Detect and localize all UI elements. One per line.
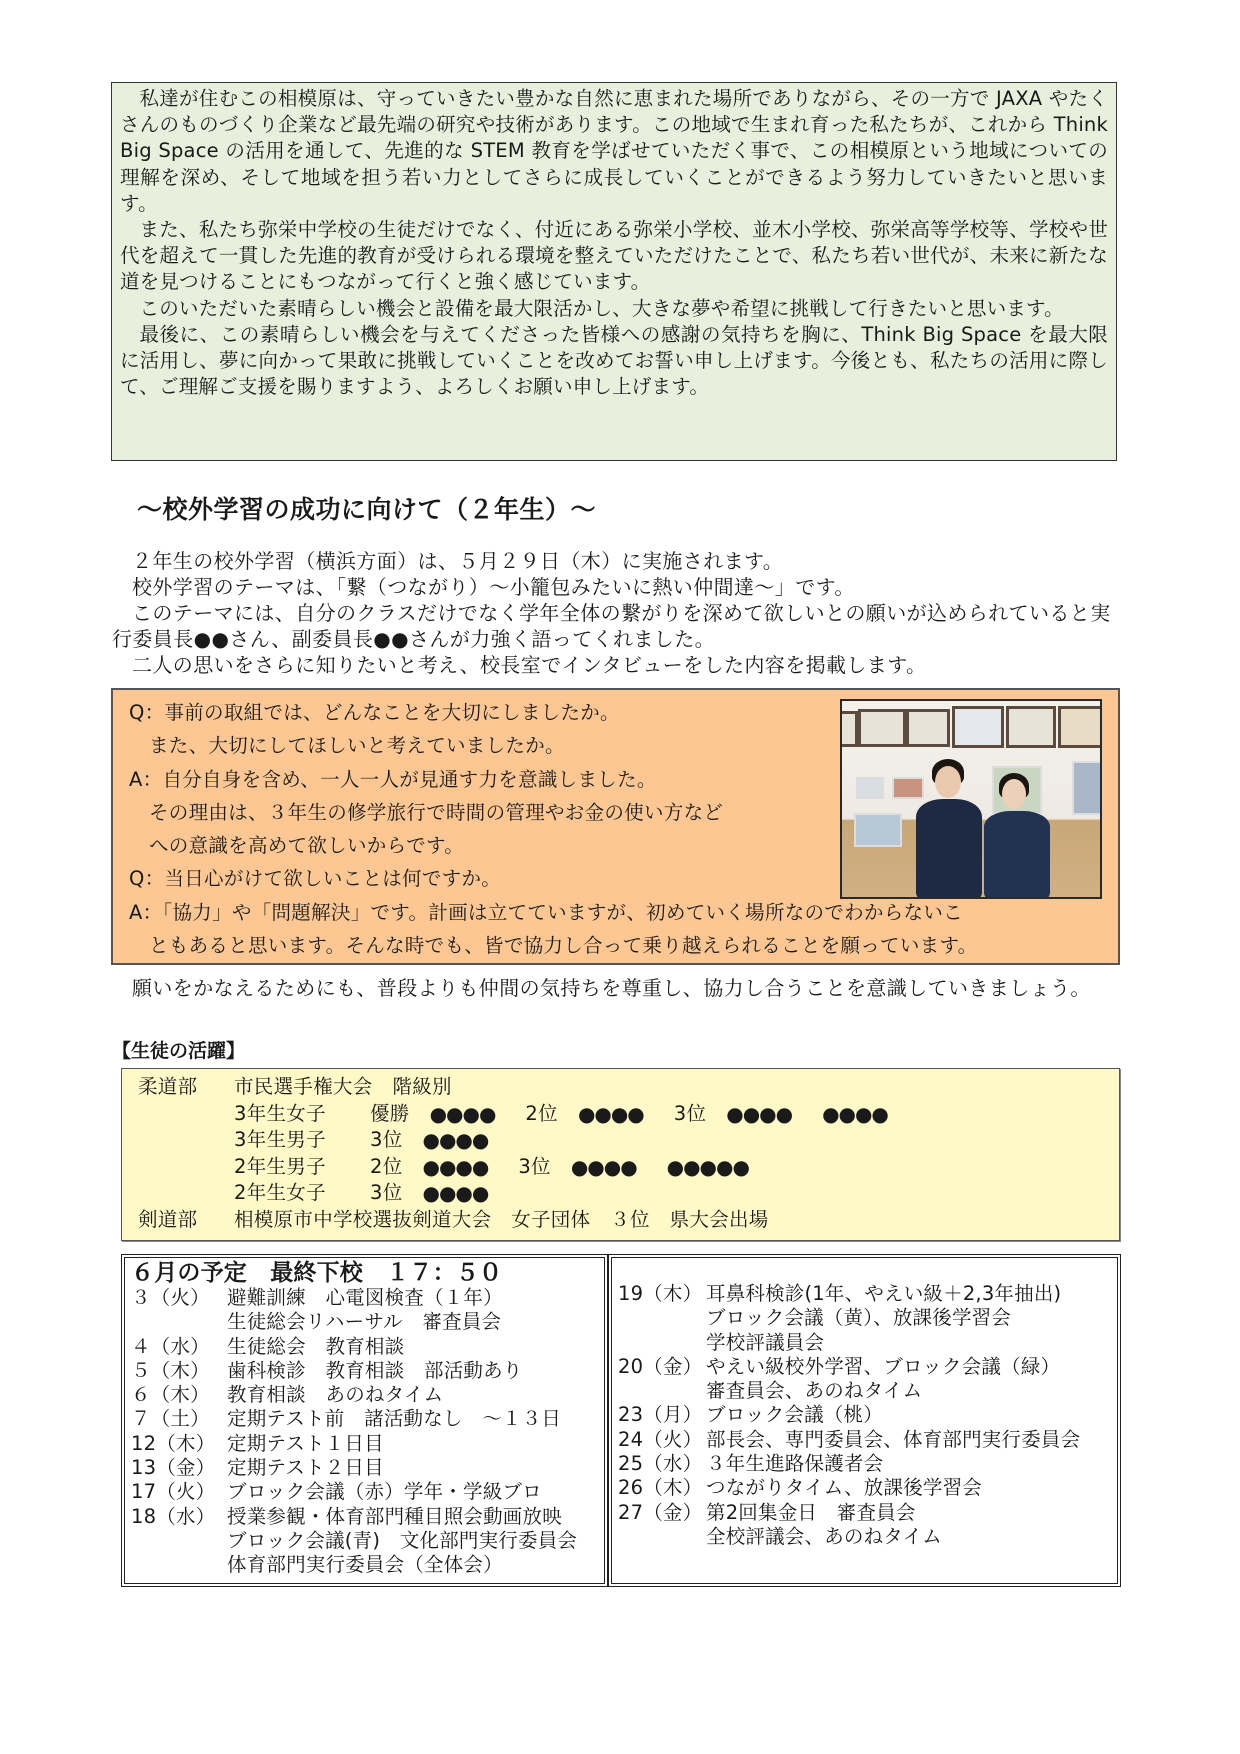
redacted-name: ●●●●● bbox=[666, 1154, 749, 1179]
result-row bbox=[138, 1101, 1119, 1128]
message-paragraph: また、私たち弥栄中学校の生徒だけでなく、付近にある弥栄小学校、並木小学校、弥栄高等学校等、学校や世代を超えて一貫した先進的教育が受けられる環境を整えていただけたことで、私たち若い世代が、未来に新たな道を見つけることにもつながって行くと強く感じています。 bbox=[120, 218, 1108, 294]
schedule-row bbox=[618, 1428, 1117, 1452]
place: 3位 bbox=[673, 1101, 707, 1125]
redacted-name: ●●●● bbox=[429, 1101, 496, 1126]
redacted-name: ●●●● bbox=[577, 1101, 644, 1126]
schedule-row bbox=[131, 1432, 604, 1456]
schedule-event: 第2回集金日 審査員会 bbox=[706, 1500, 916, 1524]
wall-frame bbox=[906, 709, 950, 747]
place: 優勝 bbox=[370, 1101, 410, 1125]
qa-label: Q： bbox=[129, 867, 165, 891]
wall-picture bbox=[854, 813, 902, 847]
schedule-row bbox=[131, 1335, 604, 1359]
schedule-event: 耳鼻科検診(1年、やえい級＋2,3年抽出) bbox=[706, 1282, 1062, 1305]
judo-header-row bbox=[138, 1074, 1119, 1101]
schedule-event-cont: 全校評議会、あのねタイム bbox=[706, 1524, 943, 1548]
wall-frame bbox=[840, 711, 858, 747]
category: 3年生女子 bbox=[234, 1101, 326, 1125]
june-schedule-right bbox=[608, 1254, 1121, 1587]
intro-line: ２年生の校外学習（横浜方面）は、５月２９日（木）に実施されます。 bbox=[132, 549, 784, 573]
schedule-date: ６（木） bbox=[131, 1383, 210, 1407]
redacted-name: ●●●● bbox=[822, 1101, 888, 1126]
schedule-date: 25（水） bbox=[618, 1452, 703, 1476]
wall-frame bbox=[1058, 706, 1102, 748]
event-name: 市民選手権大会 階級別 bbox=[234, 1075, 452, 1098]
schedule-row bbox=[131, 1480, 604, 1504]
wall-picture bbox=[1072, 761, 1102, 815]
june-schedule-left bbox=[121, 1254, 608, 1587]
redacted-name: ●●●● bbox=[422, 1128, 489, 1152]
schedule-date: 26（木） bbox=[618, 1476, 703, 1500]
schedule-row bbox=[618, 1355, 1117, 1379]
redacted-name: ●●●● bbox=[726, 1101, 793, 1126]
qa-line bbox=[129, 896, 1109, 929]
schedule-event: ３年生進路保護者会 bbox=[706, 1452, 884, 1476]
student-left bbox=[916, 799, 982, 899]
student-right bbox=[984, 811, 1050, 899]
schedule-row bbox=[618, 1476, 1117, 1500]
schedule-row bbox=[131, 1286, 604, 1310]
qa-text: 当日心がけて欲しいことは何ですか。 bbox=[164, 867, 502, 891]
schedule-event: 定期テスト２日目 bbox=[227, 1456, 384, 1480]
schedule-event: 定期テスト１日目 bbox=[227, 1431, 384, 1455]
club-name: 柔道部 bbox=[138, 1075, 198, 1098]
schedule-date: 23（月） bbox=[618, 1403, 703, 1427]
schedule-date: ３（火） bbox=[131, 1286, 210, 1309]
activities-heading: 【生徒の活躍】 bbox=[112, 1040, 246, 1062]
place: 3位 bbox=[370, 1181, 403, 1204]
qa-text: 事前の取組では、どんなことを大切にしましたか。 bbox=[164, 701, 620, 724]
schedule-event-cont: ブロック会議(青) 文化部門実行委員会 bbox=[227, 1528, 578, 1552]
committee-photo bbox=[840, 699, 1102, 899]
message-paragraph: 最後に、この素晴らしい機会を与えてくださった皆様への感謝の気持ちを胸に、Think Big Space を最大限に活用し、夢に向かって果敢に挑戦していくことを改めてお誓い申し上げます。今後とも、私たちの活用に際して、ご理解ご支援を賜りますよう、よろしくお願い申し上げます。 bbox=[120, 322, 1108, 399]
schedule-date: 13（金） bbox=[131, 1456, 216, 1480]
qa-text: 自分自身を含め、一人一人が見通す力を意識しました。 bbox=[162, 767, 657, 791]
club-name: 剣道部 bbox=[138, 1207, 198, 1231]
face bbox=[935, 766, 961, 798]
field-trip-intro bbox=[112, 548, 1122, 678]
qa-line bbox=[129, 929, 1109, 962]
wall-picture bbox=[856, 777, 884, 799]
schedule-event: 授業参観・体育部門種目照会動画放映 bbox=[227, 1504, 562, 1528]
schedule-date: ７（土） bbox=[131, 1407, 210, 1431]
qa-label: Q： bbox=[129, 701, 165, 724]
schedule-date: 20（金） bbox=[618, 1354, 703, 1378]
schedule-title: ６月の予定 最終下校 １７：５０ bbox=[131, 1260, 503, 1286]
schedule-event: ブロック会議（桃） bbox=[706, 1403, 883, 1427]
qa-text: ともあると思います。そんな時でも、皆で協力し合って乗り越えられることを願っています。 bbox=[149, 934, 978, 958]
face bbox=[1002, 779, 1026, 809]
place: 2位 bbox=[525, 1101, 558, 1125]
schedule-date: 19（木） bbox=[618, 1282, 703, 1305]
schedule-event-cont: 学校評議員会 bbox=[706, 1330, 825, 1354]
result-row bbox=[138, 1127, 1119, 1154]
schedule-date: ４（水） bbox=[131, 1334, 210, 1358]
place: 2位 bbox=[370, 1154, 403, 1178]
field-trip-closing bbox=[112, 975, 1122, 1002]
result-row bbox=[138, 1154, 1119, 1181]
schedule-row bbox=[131, 1456, 604, 1480]
schedule-row bbox=[131, 1359, 604, 1383]
intro-line: このテーマには、自分のクラスだけでなく学年全体の繋がりを深めて欲しいとの願いが込められていると実行委員長●●さん、副委員長●●さんが力強く語ってくれました。 bbox=[112, 601, 1111, 651]
student-activities-box bbox=[121, 1068, 1120, 1241]
schedule-row bbox=[131, 1383, 604, 1407]
schedule-row bbox=[131, 1505, 604, 1529]
schedule-date: 17（火） bbox=[131, 1480, 216, 1504]
qa-label: A： bbox=[129, 900, 163, 924]
kendo-detail: 相模原市中学校選抜剣道大会 女子団体 ３位 県大会出場 bbox=[234, 1207, 769, 1231]
think-big-space-message-box bbox=[111, 82, 1117, 461]
category: 3年生男子 bbox=[234, 1128, 326, 1151]
wall-picture bbox=[892, 777, 924, 799]
wall-frame bbox=[1006, 706, 1056, 748]
wall-frame bbox=[952, 706, 1004, 748]
schedule-event-cont: 体育部門実行委員会（全体会） bbox=[227, 1553, 503, 1577]
schedule-row bbox=[618, 1501, 1117, 1525]
schedule-event: 歯科検診 教育相談 部活動あり bbox=[227, 1358, 523, 1382]
place: 3位 bbox=[370, 1128, 403, 1151]
closing-text: 願いをかなえるためにも、普段よりも仲間の気持ちを尊重し、協力し合うことを意識していきましょう。 bbox=[132, 976, 1091, 1000]
schedule-event-cont: ブロック会議（黄）、放課後学習会 bbox=[706, 1306, 1012, 1330]
intro-line: 校外学習のテーマは、「繋（つながり）～小籠包みたいに熱い仲間達～」です。 bbox=[132, 575, 855, 599]
redacted-name: ●●●● bbox=[570, 1154, 637, 1179]
redacted-name: ●●●● bbox=[422, 1154, 489, 1179]
result-row bbox=[138, 1180, 1119, 1207]
schedule-date: 18（水） bbox=[131, 1504, 216, 1528]
schedule-event-cont: 生徒総会リハーサル 審査員会 bbox=[227, 1310, 502, 1334]
qa-text: また、大切にしてほしいと考えていましたか。 bbox=[149, 734, 565, 758]
message-paragraph: 私達が住むこの相模原は、守っていきたい豊かな自然に恵まれた場所でありながら、その一方で JAXA やたくさんのものづくり企業など最先端の研究や技術があります。この地域で生まれ育った私たちが、これから Think Big Space の活用を通して、先進的な STEM 教育を学ばせていただく事で、この相模原という地域についての理解を深め、そして地域を担う若い力としてさらに成長していくことができるよう努力していきたいと思います。 bbox=[120, 87, 1108, 215]
redacted-name: ●●●● bbox=[422, 1181, 489, 1205]
schedule-event: つながりタイム、放課後学習会 bbox=[706, 1476, 982, 1500]
schedule-event: ブロック会議（赤）学年・学級ブロ bbox=[227, 1480, 542, 1504]
schedule-event: 避難訓練 心電図検査（１年） bbox=[227, 1286, 503, 1309]
kendo-row bbox=[138, 1207, 1119, 1234]
qa-text: その理由は、３年生の修学旅行で時間の管理やお金の使い方など bbox=[149, 800, 724, 824]
schedule-row bbox=[131, 1407, 604, 1431]
schedule-event-cont: 審査員会、あのねタイム bbox=[706, 1379, 923, 1403]
qa-text: への意識を高めて欲しいからです。 bbox=[149, 834, 465, 858]
schedule-row bbox=[618, 1452, 1117, 1476]
place: 3位 bbox=[518, 1154, 551, 1178]
schedule-date: 24（火） bbox=[618, 1427, 703, 1451]
interview-box bbox=[111, 688, 1120, 965]
category: 2年生女子 bbox=[234, 1181, 326, 1204]
category: 2年生男子 bbox=[234, 1154, 326, 1178]
schedule-row bbox=[618, 1282, 1117, 1306]
schedule-event: 教育相談 あのねタイム bbox=[227, 1383, 444, 1407]
schedule-date: 27（金） bbox=[618, 1500, 703, 1524]
qa-label: A： bbox=[129, 767, 163, 791]
qa-text: 「協力」や「問題解決」です。計画は立てていますが、初めていく場所なのでわからないこ bbox=[162, 900, 963, 924]
schedule-event: やえい級校外学習、ブロック会議（緑） bbox=[706, 1354, 1061, 1378]
field-trip-section-title: ～校外学習の成功に向けて（２年生）～ bbox=[137, 495, 597, 524]
schedule-event: 部長会、専門委員会、体育部門実行委員会 bbox=[706, 1427, 1081, 1451]
schedule-event: 定期テスト前 諸活動なし ～１３日 bbox=[227, 1407, 562, 1431]
schedule-date: 12（木） bbox=[131, 1431, 216, 1455]
schedule-event: 生徒総会 教育相談 bbox=[227, 1334, 405, 1358]
message-paragraph: このいただいた素晴らしい機会と設備を最大限活かし、大きな夢や希望に挑戦して行きたいと思います。 bbox=[139, 296, 1064, 320]
schedule-spacer bbox=[618, 1260, 1117, 1282]
schedule-row bbox=[618, 1403, 1117, 1427]
intro-line: 二人の思いをさらに知りたいと考え、校長室でインタビューをした内容を掲載します。 bbox=[132, 653, 927, 677]
wall-frame bbox=[858, 709, 906, 747]
schedule-date: ５（木） bbox=[131, 1358, 210, 1382]
